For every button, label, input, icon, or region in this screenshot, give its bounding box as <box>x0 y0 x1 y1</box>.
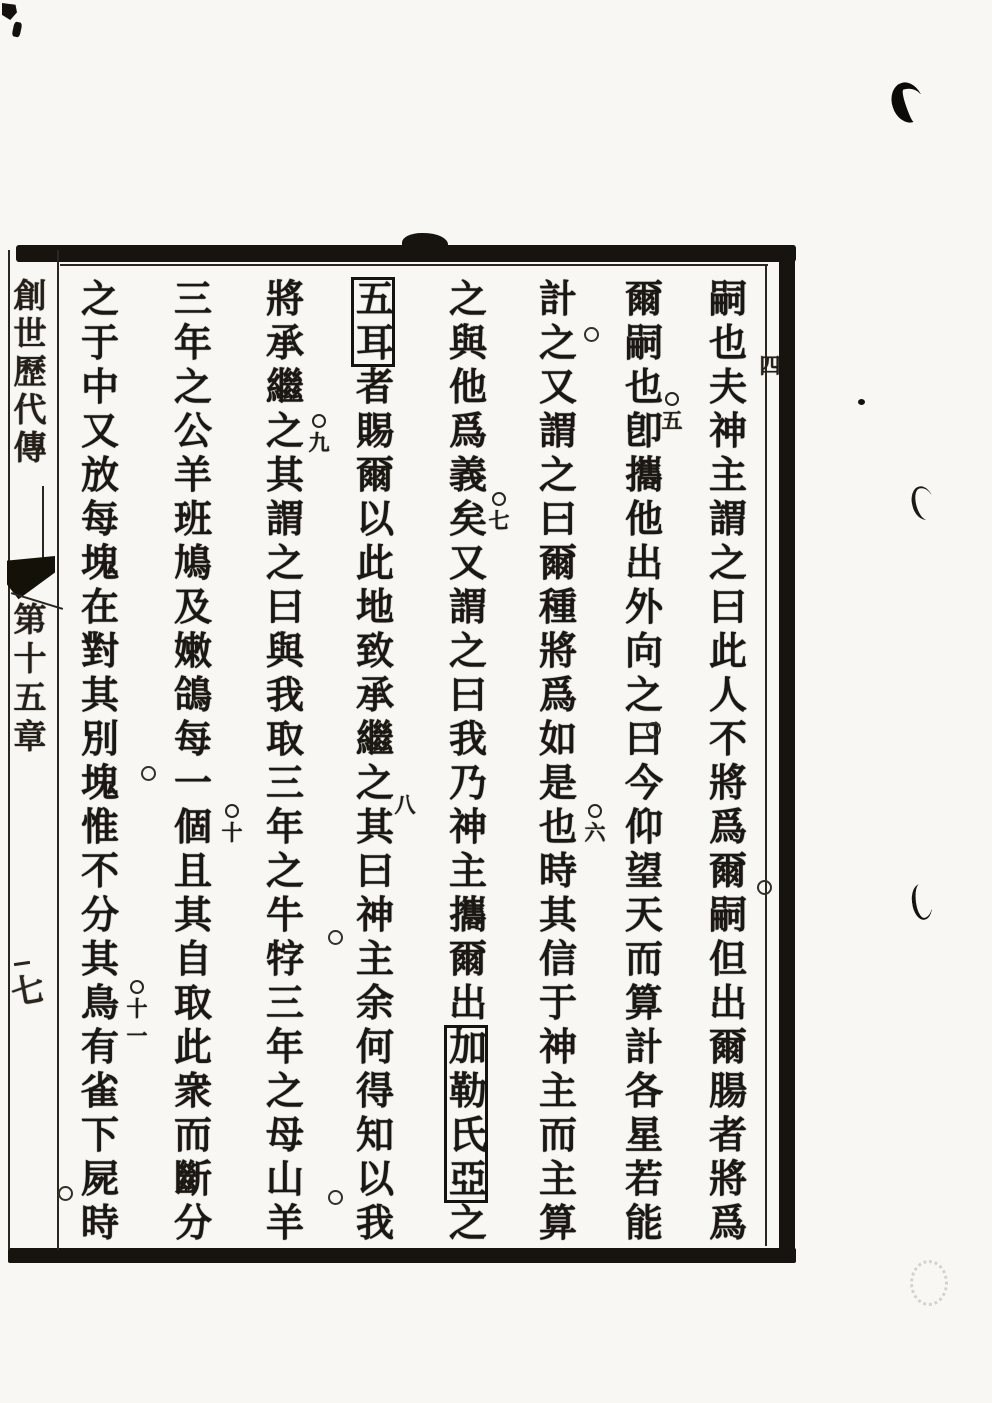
verse-marker <box>487 492 511 533</box>
glyph: 鳩 <box>173 543 212 585</box>
glyph: 有 <box>80 1027 119 1069</box>
glyph: 衆 <box>173 1071 212 1113</box>
circle-mark <box>130 980 144 994</box>
glyph: 矣 <box>448 499 487 541</box>
circle-mark <box>312 414 326 428</box>
glyph: 爲 <box>448 411 487 453</box>
page-number-mark: 七 <box>8 971 48 1013</box>
verse-marker <box>393 793 417 817</box>
glyph: 我 <box>355 1203 394 1245</box>
glyph: 知 <box>355 1115 394 1157</box>
glyph: 仰 <box>624 807 663 849</box>
verse-number: 十 <box>221 821 243 845</box>
glyph: 且 <box>173 851 212 893</box>
glyph: 承 <box>265 323 304 365</box>
glyph: 代 <box>13 393 47 429</box>
glyph: 之 <box>265 1071 304 1113</box>
glyph: 鴿 <box>173 675 212 717</box>
glyph: 主 <box>538 1071 577 1113</box>
glyph: 不 <box>80 851 119 893</box>
glyph: 而 <box>173 1115 212 1157</box>
glyph: 第 <box>13 603 47 639</box>
glyph: 斷 <box>173 1159 212 1201</box>
glyph: 算 <box>538 1203 577 1245</box>
glyph: 與 <box>448 323 487 365</box>
glyph: 之 <box>80 279 119 321</box>
pause-mark <box>646 722 661 737</box>
verse-marker <box>220 804 244 845</box>
glyph: 三 <box>265 983 304 1025</box>
glyph: 而 <box>538 1115 577 1157</box>
glyph: 此 <box>173 1027 212 1069</box>
glyph: 氏 <box>448 1115 487 1157</box>
glyph: 不 <box>708 719 747 761</box>
glyph: 爲 <box>708 807 747 849</box>
glyph: 將 <box>265 279 304 321</box>
verse-number: 十 <box>126 997 148 1021</box>
verse-number: 九 <box>308 431 330 455</box>
glyph: 嗣 <box>624 323 663 365</box>
glyph: 個 <box>173 807 212 849</box>
verse-number: 一 <box>126 1024 148 1048</box>
glyph: 牛 <box>265 895 304 937</box>
pause-mark <box>58 1186 73 1201</box>
glyph: 世 <box>13 317 47 353</box>
glyph: 計 <box>624 1027 663 1069</box>
glyph: 曰 <box>538 499 577 541</box>
glyph: 算 <box>624 983 663 1025</box>
glyph: 之 <box>448 631 487 673</box>
glyph: 若 <box>624 1159 663 1201</box>
glyph: 繼 <box>355 719 394 761</box>
glyph: 嗣 <box>708 895 747 937</box>
glyph: 與 <box>265 631 304 673</box>
glyph: 得 <box>355 1071 394 1113</box>
glyph: 塊 <box>80 763 119 805</box>
glyph: 攜 <box>624 455 663 497</box>
glyph: 腸 <box>708 1071 747 1113</box>
glyph: 今 <box>624 763 663 805</box>
glyph: 班 <box>173 499 212 541</box>
glyph: 惟 <box>80 807 119 849</box>
glyph: 出 <box>708 983 747 1025</box>
glyph: 羊 <box>173 455 212 497</box>
glyph: 放 <box>80 455 119 497</box>
glyph: 爾 <box>355 455 394 497</box>
glyph: 賜 <box>355 411 394 453</box>
verse-marker <box>125 980 149 1048</box>
pause-mark <box>584 327 599 342</box>
verse-number: 八 <box>394 793 416 817</box>
glyph: 又 <box>448 543 487 585</box>
glyph: 我 <box>448 719 487 761</box>
verse-number: 七 <box>488 509 510 533</box>
glyph: 嫩 <box>173 631 212 673</box>
glyph: 天 <box>624 895 663 937</box>
glyph: 母 <box>265 1115 304 1157</box>
glyph: 之 <box>538 323 577 365</box>
glyph: 人 <box>708 675 747 717</box>
glyph: 爲 <box>538 675 577 717</box>
glyph: 其 <box>80 939 119 981</box>
glyph: 將 <box>708 1159 747 1201</box>
glyph: 主 <box>538 1159 577 1201</box>
circle-mark <box>225 804 239 818</box>
verse-marker <box>583 804 607 845</box>
glyph: 神 <box>708 411 747 453</box>
glyph: 在 <box>80 587 119 629</box>
glyph: 也 <box>624 367 663 409</box>
glyph: 將 <box>538 631 577 673</box>
glyph: 其 <box>538 895 577 937</box>
glyph: 乃 <box>448 763 487 805</box>
glyph: 曰 <box>708 587 747 629</box>
glyph: 之 <box>538 455 577 497</box>
glyph: 時 <box>80 1203 119 1245</box>
glyph: 對 <box>80 631 119 673</box>
glyph: 也 <box>538 807 577 849</box>
glyph: 屍 <box>80 1159 119 1201</box>
pause-mark <box>141 766 156 781</box>
glyph: 歷 <box>13 355 47 391</box>
glyph: 章 <box>13 720 47 756</box>
glyph: 于 <box>538 983 577 1025</box>
glyph: 每 <box>80 499 119 541</box>
glyph: 爲 <box>708 1203 747 1245</box>
glyph: 種 <box>538 587 577 629</box>
circle-mark <box>665 392 679 406</box>
glyph: 我 <box>265 675 304 717</box>
glyph: 致 <box>355 631 394 673</box>
glyph: 年 <box>265 807 304 849</box>
glyph: 主 <box>448 851 487 893</box>
glyph: 五 <box>13 681 47 717</box>
glyph: 計 <box>538 279 577 321</box>
glyph: 五 <box>355 279 394 321</box>
glyph: 此 <box>708 631 747 673</box>
glyph: 下 <box>80 1115 119 1157</box>
circle-mark <box>492 492 506 506</box>
glyph: 及 <box>173 587 212 629</box>
verse-marker <box>660 392 684 433</box>
glyph: 之 <box>265 411 304 453</box>
glyph: 三 <box>173 279 212 321</box>
glyph: 繼 <box>265 367 304 409</box>
glyph: 何 <box>355 1027 394 1069</box>
glyph: 又 <box>80 411 119 453</box>
glyph: 余 <box>355 983 394 1025</box>
glyph: 之 <box>265 851 304 893</box>
verse-number: 六 <box>584 821 606 845</box>
glyph: 于 <box>80 323 119 365</box>
glyph: 此 <box>355 543 394 585</box>
glyph: 分 <box>173 1203 212 1245</box>
glyph: 信 <box>538 939 577 981</box>
glyph: 能 <box>624 1203 663 1245</box>
glyph: 其 <box>265 455 304 497</box>
glyph: 爾 <box>448 939 487 981</box>
glyph: 將 <box>708 763 747 805</box>
glyph: 也 <box>708 323 747 365</box>
glyph: 取 <box>173 983 212 1025</box>
glyph: 地 <box>355 587 394 629</box>
glyph: 一 <box>173 763 212 805</box>
glyph: 之 <box>448 1203 487 1245</box>
glyph: 牸 <box>265 939 304 981</box>
glyph: 出 <box>624 543 663 585</box>
glyph: 者 <box>708 1115 747 1157</box>
glyph: 他 <box>448 367 487 409</box>
glyph: 爾 <box>708 851 747 893</box>
glyph: 如 <box>538 719 577 761</box>
glyph: 爾 <box>624 279 663 321</box>
glyph: 其 <box>80 675 119 717</box>
pause-mark <box>328 1190 343 1205</box>
glyph: 鳥 <box>80 983 119 1025</box>
glyph: 山 <box>265 1159 304 1201</box>
glyph: 之 <box>708 543 747 585</box>
verse-number: 五 <box>661 409 683 433</box>
glyph: 分 <box>80 895 119 937</box>
glyph: 亞 <box>448 1159 487 1201</box>
glyph: 之 <box>173 367 212 409</box>
glyph: 三 <box>265 763 304 805</box>
verse-marker <box>307 414 331 455</box>
glyph: 攜 <box>448 895 487 937</box>
glyph: 羊 <box>265 1203 304 1245</box>
glyph: 其 <box>173 895 212 937</box>
glyph: 是 <box>538 763 577 805</box>
glyph: 嗣 <box>708 279 747 321</box>
glyph: 主 <box>708 455 747 497</box>
glyph: 星 <box>624 1115 663 1157</box>
glyph: 出 <box>448 983 487 1025</box>
glyph: 神 <box>448 807 487 849</box>
glyph: 曰 <box>265 587 304 629</box>
glyph: 曰 <box>355 851 394 893</box>
glyph: 以 <box>355 499 394 541</box>
glyph: 中 <box>80 367 119 409</box>
glyph: 之 <box>448 279 487 321</box>
verse-marker <box>758 354 782 378</box>
glyph: 向 <box>624 631 663 673</box>
pause-mark <box>757 880 772 895</box>
glyph: 十 <box>13 642 47 678</box>
glyph: 神 <box>355 895 394 937</box>
glyph: 雀 <box>80 1071 119 1113</box>
glyph: 爾 <box>708 1027 747 1069</box>
glyph: 取 <box>265 719 304 761</box>
glyph: 每 <box>173 719 212 761</box>
glyph: 塊 <box>80 543 119 585</box>
glyph: 耳 <box>355 323 394 365</box>
glyph: 年 <box>265 1027 304 1069</box>
glyph: 承 <box>355 675 394 717</box>
glyph: 創 <box>13 279 47 315</box>
glyph: 年 <box>173 323 212 365</box>
glyph: 而 <box>624 939 663 981</box>
glyph: 外 <box>624 587 663 629</box>
glyph: 各 <box>624 1071 663 1113</box>
glyph: 之 <box>355 763 394 805</box>
glyph: 爾 <box>538 543 577 585</box>
glyph: 他 <box>624 499 663 541</box>
verse-number: 四 <box>759 354 781 378</box>
glyph: 神 <box>538 1027 577 1069</box>
glyph: 之 <box>624 675 663 717</box>
glyph: 時 <box>538 851 577 893</box>
glyph: 義 <box>448 455 487 497</box>
glyph: 謂 <box>538 411 577 453</box>
glyph: 者 <box>355 367 394 409</box>
glyph: 公 <box>173 411 212 453</box>
glyph: 曰 <box>448 675 487 717</box>
glyph: 之 <box>265 543 304 585</box>
pause-mark <box>328 930 343 945</box>
glyph: 主 <box>355 939 394 981</box>
glyph: 謂 <box>448 587 487 629</box>
circle-mark <box>588 804 602 818</box>
glyph: 其 <box>355 807 394 849</box>
glyph: 望 <box>624 851 663 893</box>
glyph: 勒 <box>448 1071 487 1113</box>
glyph: 謂 <box>708 499 747 541</box>
glyph: 曰 <box>624 719 663 761</box>
glyph: 夫 <box>708 367 747 409</box>
glyph: 謂 <box>265 499 304 541</box>
glyph: 又 <box>538 367 577 409</box>
glyph: 卽 <box>624 411 663 453</box>
glyph: 自 <box>173 939 212 981</box>
glyph: 別 <box>80 719 119 761</box>
glyph: 但 <box>708 939 747 981</box>
glyph: 加 <box>448 1027 487 1069</box>
glyph: 傳 <box>13 431 47 467</box>
glyph: 以 <box>355 1159 394 1201</box>
